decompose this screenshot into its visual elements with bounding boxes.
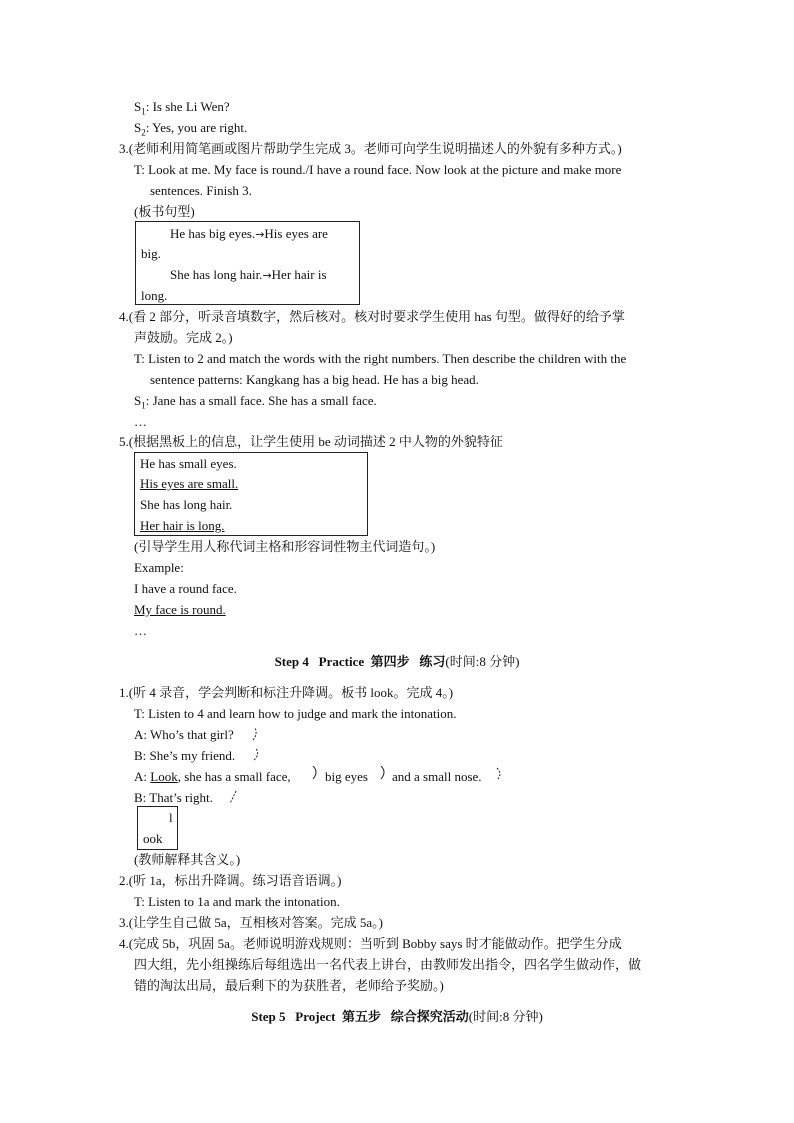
item4-text-line1: 4.(看 2 部分，听录音填数字，然后核对。核对时要求学生使用 has 句型。做得好的给予掌 (119, 309, 625, 324)
step4-item4-line1: 4.(完成 5b，巩固 5a。老师说明游戏规则：当听到 Bobby says 时才能做动作。把学生分成 (119, 936, 622, 951)
step5-heading: Step 5 Project 第五步 综合探究活动(时间:8 分钟) (251, 1009, 543, 1024)
step4-item1-text: 1.(听 4 录音，学会判断和标注升降调。板书 look。完成 4。) (119, 685, 454, 700)
intonation-mark-icon (494, 766, 504, 782)
step4-heading: Step 4 Practice 第四步 练习(时间:8 分钟) (274, 654, 520, 669)
step4-item3-text: 3.(让学生自己做 5a，互相核对答案。完成 5a。) (119, 915, 383, 930)
step4-item1-teacher: T: Listen to 4 and learn how to judge and mark the intonation. (134, 706, 457, 721)
board-be-line3: She has long hair. (140, 497, 233, 512)
board-box-line3: She has long hair.→Her hair is (170, 267, 327, 282)
board-be-line2: His eyes are small. (140, 476, 239, 491)
intonation-mark-icon (310, 764, 320, 780)
board-box-line2: big. (141, 246, 161, 261)
item3-text: 3.(老师利用简笔画或图片帮助学生完成 3。老师可向学生说明描述人的外貌有多种方式。) (119, 141, 622, 156)
step4-item2-teacher: T: Listen to 1a and mark the intonation. (134, 894, 340, 909)
dialogue-b2: B: That’s right. (134, 790, 213, 805)
board-box-line4: long. (141, 288, 168, 303)
item4-student: $S_1$: Jane has a small face. She has a small face. (134, 393, 377, 411)
board-look-bottom: ook (143, 831, 163, 846)
intonation-mark-icon (228, 789, 238, 805)
board-box-line1: He has big eyes.→His eyes are (170, 226, 328, 241)
item5-ellipsis: … (134, 623, 147, 638)
board-be-line1: He has small eyes. (140, 456, 237, 471)
dialogue-s1: $S_1$: Is she Li Wen? (134, 99, 230, 117)
arrow-icon: → (255, 228, 265, 241)
arrow-icon: → (262, 269, 272, 282)
board-label: (板书句型) (134, 204, 195, 219)
step4-item2-text: 2.(听 1a，标出升降调。练习语音语调。) (119, 873, 342, 888)
step4-item4-line2: 四大组，先小组操练后每组选出一名代表上讲台，由教师发出指令，四名学生做动作，做 (134, 957, 642, 972)
item4-ellipsis: … (134, 414, 147, 429)
board-be-line4: Her hair is long. (140, 518, 225, 533)
intonation-mark-icon (250, 726, 260, 742)
dialogue-a1: A: Who’s that girl? (134, 727, 234, 742)
dialogue-a2: A: Look, she has a small face, (134, 769, 291, 784)
item3-teacher-line1: T: Look at me. My face is round./I have a round face. Now look at the picture and make more (134, 162, 622, 177)
dialogue-a2-part2: big eyes (325, 769, 368, 784)
example-label: Example: (134, 560, 184, 575)
item5-guide: (引导学生用人称代词主格和形容词性物主代词造句。) (134, 539, 436, 554)
item5-text: 5.(根据黑板上的信息，让学生使用 be 动词描述 2 中人物的外貌特征 (119, 434, 503, 449)
intonation-mark-icon (251, 746, 261, 762)
dialogue-b1: B: She’s my friend. (134, 748, 236, 763)
step4-explain: (教师解释其含义。) (134, 852, 241, 867)
item3-teacher-line2: sentences. Finish 3. (150, 183, 252, 198)
item4-teacher-line2: sentence patterns: Kangkang has a big head. He has a big head. (150, 372, 479, 387)
example-line1: I have a round face. (134, 581, 237, 596)
board-look-top: l (169, 810, 173, 825)
example-line2: My face is round. (134, 602, 226, 617)
item4-text-line2: 声鼓励。完成 2。) (134, 330, 233, 345)
dialogue-s2: $S_2$: Yes, you are right. (134, 120, 248, 138)
dialogue-a2-part3: and a small nose. (392, 769, 482, 784)
step4-item4-line3: 错的淘汰出局，最后剩下的为获胜者，老师给予奖励。) (134, 978, 444, 993)
item4-teacher-line1: T: Listen to 2 and match the words with the right numbers. Then describe the children with the (134, 351, 627, 366)
intonation-mark-icon (378, 764, 388, 780)
